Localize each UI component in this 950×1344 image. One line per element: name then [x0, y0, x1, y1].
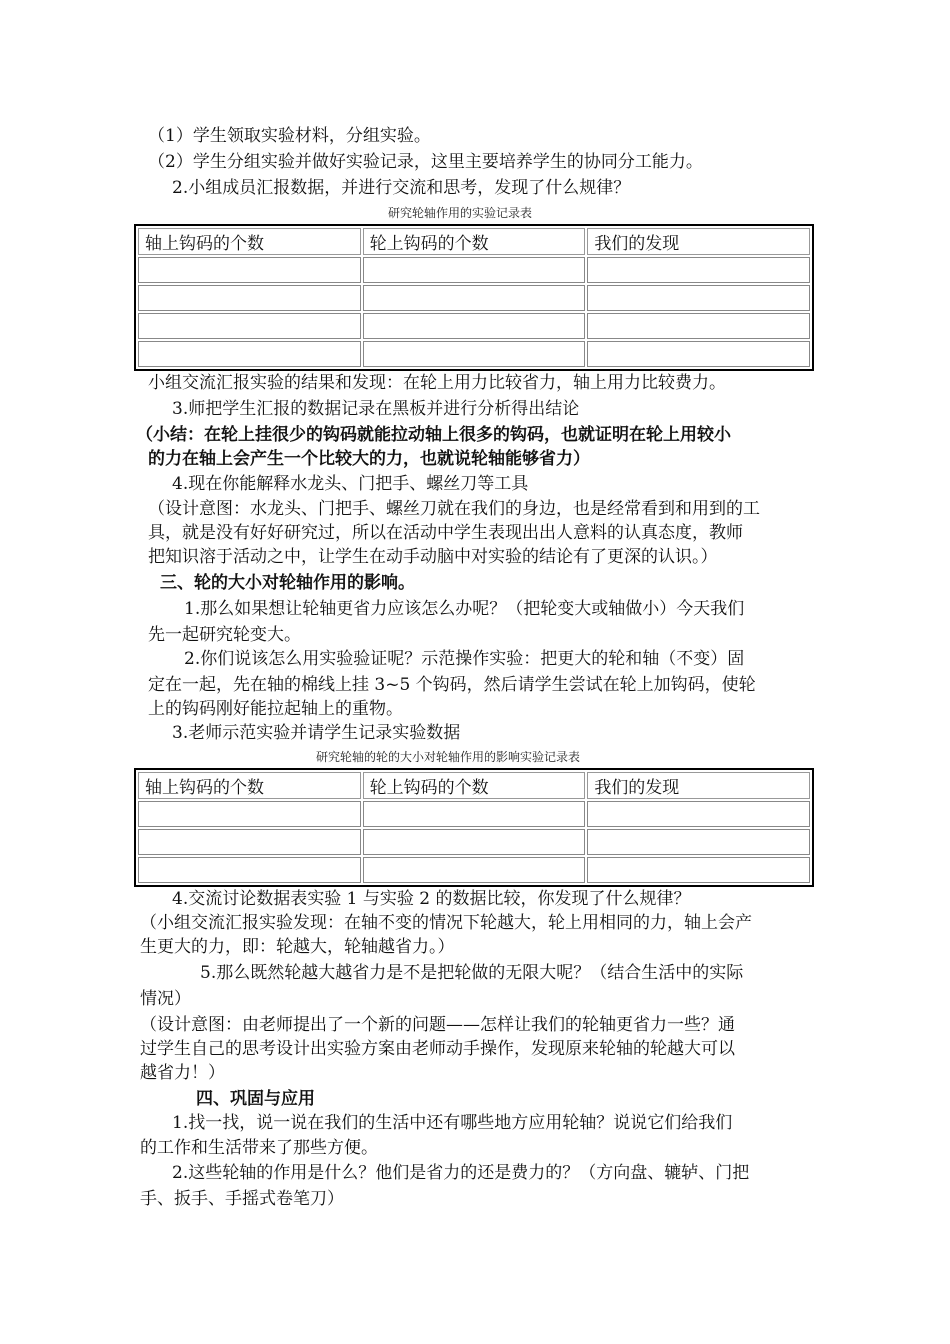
- paragraph: （设计意图：水龙头、门把手、螺丝刀就在我们的身边，也是经常看到和用到的工: [148, 499, 760, 519]
- paragraph: 5.那么既然轮越大越省力是不是把轮做的无限大呢？（结合生活中的实际: [200, 963, 744, 983]
- paragraph: 4.现在你能解释水龙头、门把手、螺丝刀等工具: [172, 474, 529, 494]
- paragraph: 上的钩码刚好能拉起轴上的重物。: [148, 699, 403, 719]
- paragraph: 的工作和生活带来了那些方便。: [140, 1138, 378, 1158]
- summary-paragraph: （小结：在轮上挂很少的钩码就能拉动轴上很多的钩码，也就证明在轮上用较小: [136, 425, 731, 445]
- paragraph: （1）学生领取实验材料，分组实验。: [148, 126, 431, 146]
- paragraph: 3.老师示范实验并请学生记录实验数据: [172, 723, 461, 743]
- paragraph: 小组交流汇报实验的结果和发现：在轮上用力比较省力，轴上用力比较费力。: [148, 373, 726, 393]
- paragraph: 1.找一找，说一说在我们的生活中还有哪些地方应用轮轴？说说它们给我们: [172, 1113, 733, 1133]
- table-header-cell: 轮上钩码的个数: [363, 772, 586, 799]
- section-heading: 三、轮的大小对轮轴作用的影响。: [160, 573, 415, 593]
- table-header-cell: 轮上钩码的个数: [363, 228, 586, 255]
- table-header-cell: 轴上钩码的个数: [138, 772, 361, 799]
- paragraph: 3.师把学生汇报的数据记录在黑板并进行分析得出结论: [172, 399, 580, 419]
- table-cell: [587, 257, 810, 283]
- table-caption: 研究轮轴的轮的大小对轮轴作用的影响实验记录表: [316, 750, 581, 764]
- table-cell: [587, 801, 810, 827]
- table-cell: [363, 341, 586, 367]
- paragraph: 把知识溶于活动之中，让学生在动手动脑中对实验的结论有了更深的认识。）: [148, 547, 718, 567]
- table-cell: [138, 341, 361, 367]
- paragraph: 2.小组成员汇报数据，并进行交流和思考，发现了什么规律？: [172, 178, 631, 198]
- paragraph: （小组交流汇报实验发现：在轴不变的情况下轮越大，轮上用相同的力，轴上会产: [140, 913, 752, 933]
- table-cell: [363, 801, 586, 827]
- table-cell: [138, 857, 361, 883]
- section-heading: 四、巩固与应用: [196, 1089, 315, 1109]
- table-cell: [587, 285, 810, 311]
- paragraph: 越省力！）: [140, 1063, 225, 1083]
- paragraph: 具，就是没有好好研究过，所以在活动中学生表现出出人意料的认真态度，教师: [148, 523, 743, 543]
- table-cell: [363, 857, 586, 883]
- table-cell: [363, 285, 586, 311]
- paragraph: （2）学生分组实验并做好实验记录，这里主要培养学生的协同分工能力。: [148, 152, 703, 172]
- table-cell: [587, 341, 810, 367]
- record-table-2: [134, 768, 814, 887]
- paragraph: 2.这些轮轴的作用是什么？他们是省力的还是费力的？（方向盘、辘轳、门把: [172, 1163, 750, 1183]
- paragraph: 4.交流讨论数据表实验 1 与实验 2 的数据比较，你发现了什么规律？: [172, 889, 691, 909]
- paragraph: （设计意图：由老师提出了一个新的问题——怎样让我们的轮轴更省力一些？通: [140, 1015, 735, 1035]
- paragraph: 情况）: [140, 989, 191, 1009]
- table-header-cell: 轴上钩码的个数: [138, 228, 361, 255]
- table-header-cell: 我们的发现: [587, 772, 810, 799]
- paragraph: 定在一起，先在轴的棉线上挂 3~5 个钩码，然后请学生尝试在轮上加钩码，使轮: [148, 675, 756, 695]
- paragraph: 先一起研究轮变大。: [148, 625, 301, 645]
- table-cell: [587, 857, 810, 883]
- record-table-1: [134, 224, 814, 371]
- paragraph: 2.你们说该怎么用实验验证呢？示范操作实验：把更大的轮和轴（不变）固: [184, 649, 745, 669]
- table-cell: [138, 257, 361, 283]
- table-cell: [138, 801, 361, 827]
- table-header-cell: 我们的发现: [587, 228, 810, 255]
- table-cell: [363, 257, 586, 283]
- table-cell: [138, 829, 361, 855]
- table-cell: [363, 829, 586, 855]
- paragraph: 过学生自己的思考设计出实验方案由老师动手操作，发现原来轮轴的轮越大可以: [140, 1039, 735, 1059]
- paragraph: 1.那么如果想让轮轴更省力应该怎么办呢？（把轮变大或轴做小）今天我们: [184, 599, 745, 619]
- summary-paragraph: 的力在轴上会产生一个比较大的力，也就说轮轴能够省力）: [148, 449, 590, 469]
- table-cell: [363, 313, 586, 339]
- table-cell: [138, 313, 361, 339]
- paragraph: 手、扳手、手摇式卷笔刀）: [140, 1189, 344, 1209]
- paragraph: 生更大的力，即：轮越大，轮轴越省力。）: [140, 937, 455, 957]
- table-cell: [587, 829, 810, 855]
- table-cell: [138, 285, 361, 311]
- table-cell: [587, 313, 810, 339]
- table-caption: 研究轮轴作用的实验记录表: [388, 206, 533, 220]
